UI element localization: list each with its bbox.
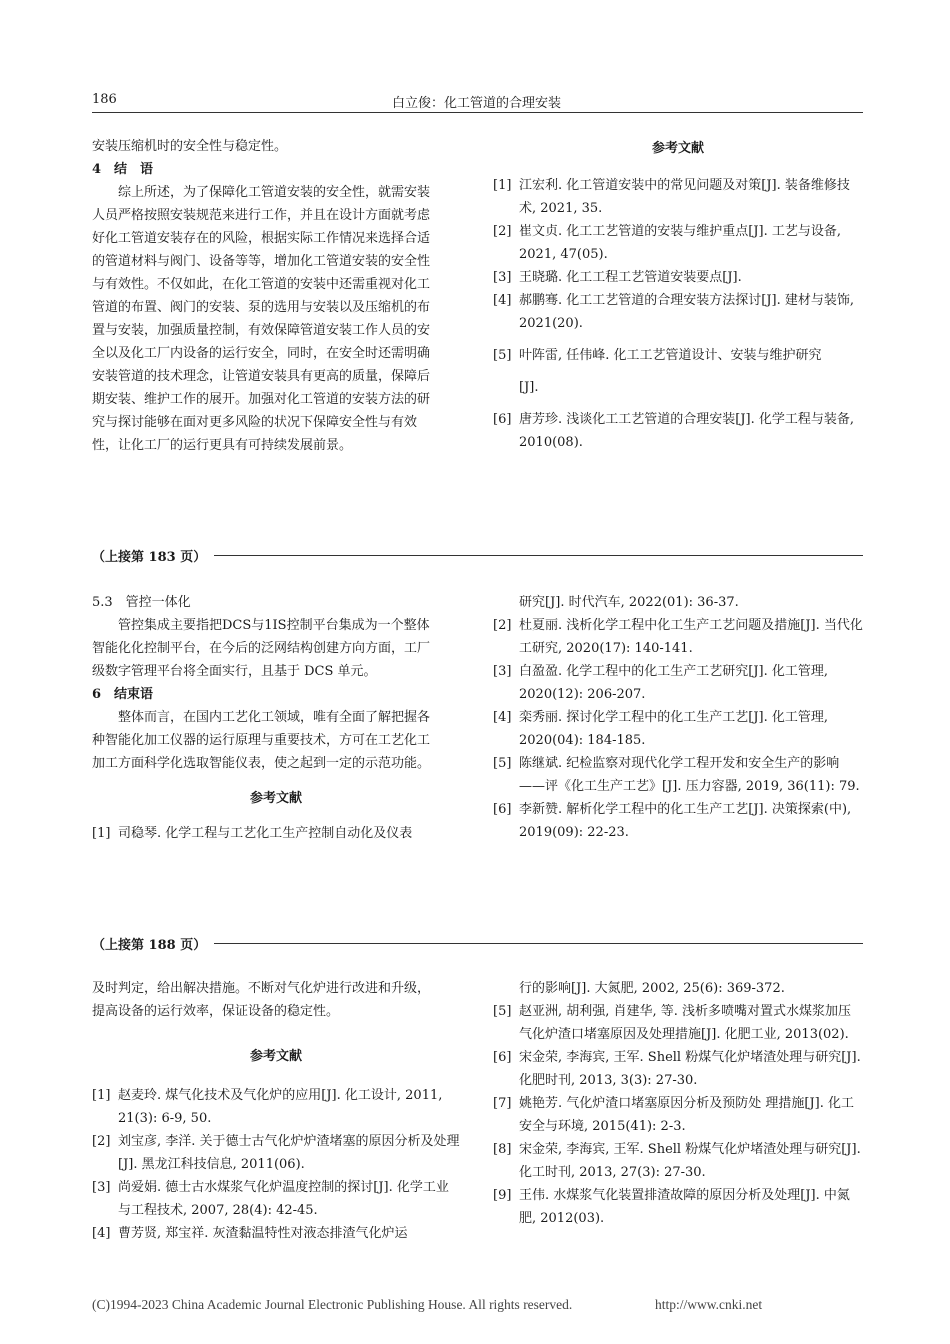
reference-text: 江宏利. 化工管道安装中的常见问题及对策[J]. 装备维修技术, 2021, 35. xyxy=(519,178,850,216)
section2-left-column xyxy=(92,591,460,845)
reference-item xyxy=(493,266,863,289)
reference-item xyxy=(92,1084,460,1130)
reference-item xyxy=(493,706,863,752)
reference-number: [2] xyxy=(493,618,512,633)
reference-number: [7] xyxy=(493,1096,512,1111)
reference-number: [3] xyxy=(493,270,512,285)
section2-right-column xyxy=(493,591,863,844)
conclusion-body xyxy=(92,181,460,457)
section3-right-column xyxy=(493,977,863,1230)
references-title: 参考文献 xyxy=(249,791,302,806)
paragraph-line: 的管道材料与阀门、设备等等，增加化工管道安装的安全性 xyxy=(92,254,431,269)
references-title: 参考文献 xyxy=(249,1049,302,1064)
paragraph-line: 与有效性。不仅如此，在化工管道的安装中还需重视对化工 xyxy=(92,277,431,292)
reference-item xyxy=(92,1222,460,1245)
reference-number: [2] xyxy=(493,224,512,239)
reference-item xyxy=(493,289,863,335)
paragraph-line: 及时判定，给出解决措施。不断对气化炉进行改进和升级， xyxy=(92,981,431,996)
reference-item xyxy=(493,1046,863,1092)
references-title: 参考文献 xyxy=(651,141,704,156)
reference-text: 崔文贞. 化工工艺管道的安装与维护重点[J]. 工艺与设备, 2021, 47(05). xyxy=(519,224,842,262)
page-number: 186 xyxy=(92,92,117,107)
paragraph-line: 人员严格按照安装规范来进行工作，并且在设计方面就考虑 xyxy=(92,208,431,223)
reference-item xyxy=(493,1092,863,1138)
paragraph-line: 全以及化工厂内设备的运行安全，同时，在安全时还需明确 xyxy=(92,346,431,361)
reference-item xyxy=(493,798,863,844)
cnki-url[interactable]: http://www.cnki.net xyxy=(655,1297,763,1312)
reference-text: 赵亚洲, 胡利强, 肖建华, 等. 浅析多喷嘴对置式水煤浆加压气化炉渣口堵塞原因及处理措施[J]. 化肥工业, 2013(02). xyxy=(519,1004,852,1042)
section3-left-column xyxy=(92,977,460,1245)
reference-number: [5] xyxy=(493,1004,512,1019)
reference-item xyxy=(493,660,863,706)
reference-item xyxy=(493,752,863,798)
reference-continuation: 研究[J]. 时代汽车, 2022(01): 36-37. xyxy=(519,595,739,610)
reference-number: [6] xyxy=(493,412,512,427)
reference-text: 宋金荣, 李海宾, 王军. Shell 粉煤气化炉堵渣处理与研究[J]. 化工时刊, 2013, 27(3): 27-30. xyxy=(519,1142,861,1180)
reference-number xyxy=(493,376,519,399)
continued-from-188 xyxy=(92,934,863,953)
reference-number: [1] xyxy=(92,826,111,841)
paragraph-line: 安装管道的技术理念，让管道安装具有更高的质量，保障后 xyxy=(92,369,431,384)
reference-number: [3] xyxy=(493,664,512,679)
reference-item xyxy=(92,1130,460,1176)
paragraph-line: 置与安装，加强质量控制，有效保障管道安装工作人员的安 xyxy=(92,323,431,338)
reference-text: 白盈盈. 化学工程中的化工生产工艺研究[J]. 化工管理, 2020(12): 206-207. xyxy=(519,664,829,702)
reference-item xyxy=(493,174,863,220)
paragraph-line: 智能化化控制平台，在今后的泛网结构创建方向方面，工厂 xyxy=(92,641,431,656)
continued-text: 安装压缩机时的安全性与稳定性。 xyxy=(92,139,288,154)
reference-text: 尚爱娟. 德士古水煤浆气化炉温度控制的探讨[J]. 化学工业与工程技术, 2007, 28(4): 42-45. xyxy=(118,1180,449,1218)
reference-item xyxy=(493,376,863,399)
reference-text: 唐芳珍. 浅谈化工工艺管道的合理安装[J]. 化学工程与装备, 2010(08). xyxy=(519,412,855,450)
subsection-heading: 5.3 管控一体化 xyxy=(92,595,191,610)
paragraph-line: 管道的布置、阀门的安装、泵的选用与安装以及压缩机的布 xyxy=(92,300,431,315)
reference-number: [2] xyxy=(92,1134,111,1149)
reference-item xyxy=(493,1184,863,1230)
reference-item xyxy=(92,1176,460,1222)
continued-body xyxy=(92,977,460,1023)
running-title: 白立俊：化工管道的合理安装 xyxy=(392,96,562,111)
paragraph-line: 提高设备的运行效率，保证设备的稳定性。 xyxy=(92,1004,340,1019)
reference-text: 李新赞. 解析化学工程中的化工生产工艺[J]. 决策探索(中), 2019(09): 22-23. xyxy=(519,802,852,840)
paragraph-line: 级数字管理平台将全面实行，且基于 DCS 单元。 xyxy=(92,664,377,679)
reference-text: 宋金荣, 李海宾, 王军. Shell 粉煤气化炉堵渣处理与研究[J]. 化肥时刊, 2013, 3(3): 27-30. xyxy=(519,1050,861,1088)
paragraph-line: 好化工管道安装存在的风险，根据实际工作情况来选择合适 xyxy=(92,231,431,246)
reference-text: 赵麦玲. 煤气化技术及气化炉的应用[J]. 化工设计, 2011, 21(3): 6-9, 50. xyxy=(118,1088,443,1126)
continued-from-183 xyxy=(92,546,863,565)
reference-number: [9] xyxy=(493,1188,512,1203)
reference-text: [J]. xyxy=(519,380,539,395)
reference-text: 郝鹏骞. 化工工艺管道的合理安装方法探讨[J]. 建材与装饰, 2021(20). xyxy=(519,293,855,331)
reference-list xyxy=(92,1084,460,1245)
reference-text: 栾秀丽. 探讨化学工程中的化工生产工艺[J]. 化工管理, 2020(04): 184-185. xyxy=(519,710,829,748)
divider-rule xyxy=(214,555,863,556)
paragraph-line: 综上所述，为了保障化工管道安装的安全性，就需安装 xyxy=(92,185,431,200)
reference-list xyxy=(493,174,863,454)
reference-item xyxy=(493,344,863,367)
running-header xyxy=(92,92,863,113)
section1-references xyxy=(493,137,863,454)
reference-number: [3] xyxy=(92,1180,111,1195)
divider-rule xyxy=(214,943,863,944)
continued-label: （上接第 183 页） xyxy=(92,550,207,565)
reference-text: 叶阵雷, 任伟峰. 化工工艺管道设计、安装与维护研究 xyxy=(519,348,822,363)
reference-text: 姚艳芳. 气化炉渣口堵塞原因分析及预防处 理措施[J]. 化工安全与环境, 2015(41): 2-3. xyxy=(519,1096,855,1134)
copyright-notice: (C)1994-2023 China Academic Journal Electronic Publishing House. All rights reserved. xyxy=(92,1297,573,1312)
reference-text: 曹芳贤, 郑宝祥. 灰渣黏温特性对液态排渣气化炉运 xyxy=(118,1226,408,1241)
reference-number: [6] xyxy=(493,1050,512,1065)
reference-item xyxy=(493,220,863,266)
section-heading-conclusion: 4 结 语 xyxy=(92,162,154,177)
closing-body xyxy=(92,706,460,775)
reference-list xyxy=(493,1000,863,1230)
reference-item xyxy=(493,614,863,660)
paragraph-line: 管控集成主要指把DCS与1IS控制平台集成为一个整体 xyxy=(92,618,430,633)
reference-item xyxy=(493,408,863,454)
reference-number: [1] xyxy=(493,178,512,193)
subsection-body xyxy=(92,614,460,683)
reference-number: [6] xyxy=(493,802,512,817)
reference-number: [8] xyxy=(493,1142,512,1157)
paragraph-line: 整体而言，在国内工艺化工领域，唯有全面了解把握各 xyxy=(92,710,431,725)
reference-number: [5] xyxy=(493,348,512,363)
reference-number: [4] xyxy=(493,293,512,308)
reference-text: 刘宝彦, 李洋. 关于德士古气化炉炉渣堵塞的原因分析及处理[J]. 黑龙江科技信息, 2011(06). xyxy=(118,1134,460,1172)
reference-item xyxy=(493,1138,863,1184)
reference-text: 杜夏丽. 浅析化学工程中化工生产工艺问题及措施[J]. 当代化工研究, 2020(17): 140-141. xyxy=(519,618,863,656)
reference-number: [1] xyxy=(92,1088,111,1103)
reference-item xyxy=(92,822,460,845)
reference-text: 王晓璐. 化工工程工艺管道安装要点[J]. xyxy=(519,270,742,285)
reference-text: 陈继斌. 纪检监察对现代化学工程开发和安全生产的影响——评《化工生产工艺》[J]. 压力容器, 2019, 36(11): 79. xyxy=(519,756,860,794)
reference-number: [4] xyxy=(493,710,512,725)
paragraph-line: 究与探讨能够在面对更多风险的状况下保障安全性与有效 xyxy=(92,415,418,430)
reference-item xyxy=(493,1000,863,1046)
reference-number: [4] xyxy=(92,1226,111,1241)
continued-label: （上接第 188 页） xyxy=(92,938,207,953)
reference-text: 司稳琴. 化学工程与工艺化工生产控制自动化及仪表 xyxy=(118,826,413,841)
reference-list xyxy=(493,614,863,844)
paragraph-line: 期安装、维护工作的展开。加强对化工管道的安装方法的研 xyxy=(92,392,431,407)
reference-number: [5] xyxy=(493,756,512,771)
reference-text: 王伟. 水煤浆气化装置排渣故障的原因分析及处理[J]. 中氮肥, 2012(03). xyxy=(519,1188,850,1226)
paragraph-line: 种智能化加工仪器的运行原理与重要技术，方可在工艺化工 xyxy=(92,733,431,748)
section1-left-column xyxy=(92,135,460,457)
paragraph-line: 加工方面科学化选取智能仪表，使之起到一定的示范功能。 xyxy=(92,756,431,771)
reference-continuation: 行的影响[J]. 大氮肥, 2002, 25(6): 369-372. xyxy=(519,981,785,996)
section-heading-closing: 6 结束语 xyxy=(92,687,154,702)
paragraph-line: 性，让化工厂的运行更具有可持续发展前景。 xyxy=(92,438,353,453)
